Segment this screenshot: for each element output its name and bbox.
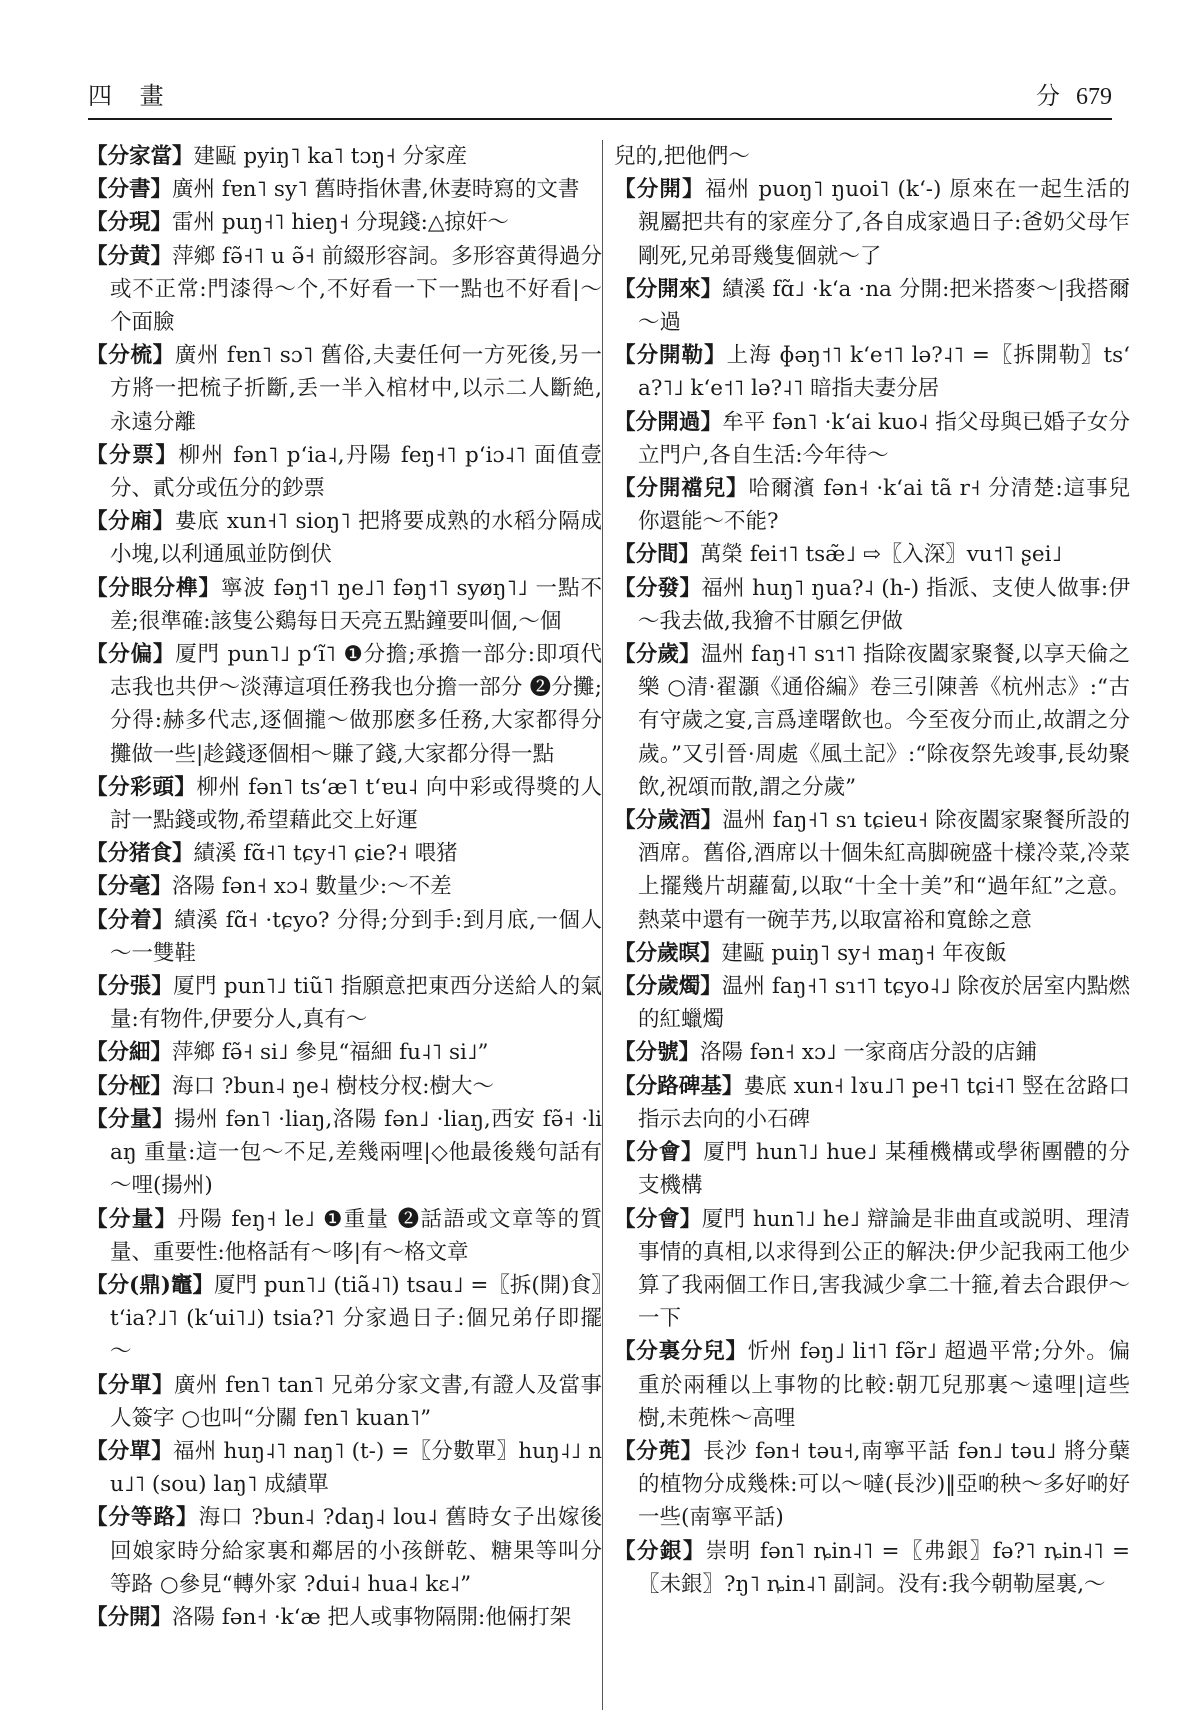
dictionary-entry [86, 1435, 602, 1501]
entry-headword: 【分單】 [86, 1438, 173, 1464]
entry-headword: 【分家當】 [86, 144, 194, 169]
entry-text: 福州 puoŋ˥ ŋuoi˥ (kʻ-) 原來在一起生活的親屬把共有的家産分了,各自成家過日子:爸奶父母乍剛死,兄弟哥幾隻個就～了 [638, 177, 1130, 269]
entry-headword: 【分廂】 [86, 509, 175, 535]
page-locator [1036, 74, 1112, 119]
entry-text: 厦門 hun˥˩ he˩ 辯論是非曲直或説明、理清事情的真相,以求得到公正的解決:伊少記我兩工他少算了我兩個工作日,害我減少拿二十箍,着去合跟伊～一下 [638, 1206, 1130, 1332]
dictionary-entry [86, 1103, 602, 1203]
entry-headword: 【分銀】 [614, 1538, 706, 1564]
entry-text: 温州 faŋ˧˥ sɿ tɕieu˧ 除夜闔家聚餐所設的酒席。舊俗,酒席以十個朱紅高脚碗盛十樣冷菜,冷菜上擺幾片胡蘿蔔,以取“十全十美”和“過年紅”之意。熱菜中還有一碗芋艿,以取富裕和寬餘之意 [638, 808, 1130, 933]
header-char: 分 [1036, 82, 1060, 110]
entry-headword: 【分量】 [86, 1106, 175, 1132]
entry-text: 洛陽 fən˧ ·kʻæ 把人或事物隔開:他倆打架 [172, 1604, 572, 1630]
entry-text: 婁底 xun˧˥ sioŋ˥ 把將要成熟的水稻分隔成小塊,以利通風並防倒伏 [110, 509, 602, 568]
dictionary-entry [614, 1070, 1130, 1136]
chapter-title: 四 畫 [88, 82, 174, 110]
entry-text: 上海 ɸəŋ˦˥ kʻe˦˥ lə?˨˥ =〖拆開勒〗tsʻa?˥˩ kʻe˦˥ lə?˨˥ 暗指夫妻分居 [638, 343, 1130, 402]
dictionary-entry [86, 572, 602, 638]
entry-text: 揚州 fən˥ ·liaŋ,洛陽 fən˩ ·liaŋ,西安 fə̃˧ ·liaŋ 重量:這一包～不足,差幾兩哩|◇他最後幾句話有～哩(揚州) [110, 1106, 602, 1199]
entry-headword: 【分黄】 [86, 243, 173, 269]
entry-text: 萬榮 fei˦˥ tsæ̃˩ ⇨〖入深〗vu˦˥ ʂei˩ [700, 542, 1063, 568]
entry-headword: 【分開來】 [614, 276, 723, 302]
entry-headword: 【分着】 [86, 907, 175, 933]
entry-text: 崇明 fən˥ ȵin˨˥ =〖弗銀〗fə?˥ ȵin˨˥ =〖未銀〗?ŋ˥ ȵin˨˥ 副詞。没有:我今朝勒屋裏,～ [638, 1538, 1130, 1597]
entry-text: 建甌 pyiŋ˥ ka˥ tɔŋ˧ 分家産 [193, 144, 468, 169]
entry-headword: 【分開】 [614, 177, 705, 203]
dictionary-entry [614, 339, 1130, 405]
entry-text: 廣州 fɐn˥ sy˥ 舊時指休書,休妻時寫的文書 [172, 177, 580, 203]
dictionary-entry [86, 1070, 602, 1103]
entry-headword: 【分現】 [86, 210, 173, 236]
page-number: 679 [1076, 84, 1112, 110]
dictionary-entry [614, 273, 1130, 339]
dictionary-entry [86, 1501, 602, 1601]
entry-text: 萍鄉 fə̃˧˥ u ə̃˧ 前綴形容詞。多形容黄得過分或不正常:門漆得～个,不好看一下一點也不好看|～个面臉 [110, 243, 602, 336]
entry-text: 萍鄉 fə̃˧ si˩ 參見“福細 fu˨˥ si˩” [172, 1040, 489, 1066]
entry-text: 兒的,把他們～ [614, 144, 750, 169]
entry-text: 長沙 fən˧ təu˧,南寧平話 fən˩ təu˩ 將分蘖的植物分成幾株:可以～噠(長沙)‖亞啲秧～多好啲好一些(南寧平話) [638, 1438, 1130, 1531]
entry-headword: 【分毫】 [86, 874, 173, 900]
entry-text: 建甌 puiŋ˥ sy˧ maŋ˧ 年夜飯 [721, 940, 1007, 966]
entry-text: 婁底 xun˧ lɤu˩˥ pe˧˥ tɕi˧˥ 竪在岔路口指示去向的小石碑 [638, 1073, 1130, 1132]
dictionary-entry [614, 1535, 1130, 1601]
entry-headword: 【分歲燭】 [614, 974, 722, 1000]
entry-text: 温州 faŋ˧˥ sɿ˦˥ 指除夜闔家聚餐,以享天倫之樂 ○清·翟灝《通俗編》卷三引陳善《杭州志》:“古有守歲之宴,言爲達曙飲也。今至夜分而止,故謂之分歲。”又引晉·周處《風土記》:“除夜祭先竣事,長幼聚飲,祝頌而散,謂之分歲” [638, 642, 1130, 800]
entry-text: 温州 faŋ˧˥ sɿ˦˥ tɕyo˨˩ 除夜於居室内點燃的紅蠟燭 [638, 974, 1130, 1033]
entry-text: 海口 ?bun˨ ŋe˨ 樹枝分杈:樹大～ [172, 1073, 495, 1099]
dictionary-entry [86, 1369, 602, 1435]
dictionary-entry [86, 970, 602, 1036]
entry-headword: 【分張】 [86, 974, 174, 1000]
entry-headword: 【分細】 [86, 1040, 173, 1066]
dictionary-entry [86, 870, 602, 903]
entry-text: 厦門 pun˥˩ tiũ˥ 指願意把東西分送給人的氣量:有物件,伊要分人,真有～ [110, 974, 602, 1033]
entry-text: 績溪 fɑ̃˩ ·kʻa ·na 分開:把米搭麥～|我搭爾～過 [638, 276, 1130, 336]
dictionary-entry [614, 1136, 1130, 1202]
dictionary-entry [614, 638, 1130, 804]
entry-text: 雷州 puŋ˧˥ hieŋ˧ 分現錢:△掠奸～ [172, 210, 509, 236]
page-header [88, 74, 1112, 120]
dictionary-entry [614, 472, 1130, 538]
entry-headword: 【分會】 [614, 1140, 704, 1166]
dictionary-entry [614, 1435, 1130, 1535]
dictionary-entry [86, 904, 602, 970]
entry-headword: 【分彩頭】 [86, 774, 197, 800]
dictionary-entry [614, 140, 1130, 173]
entry-headword: 【分歲暝】 [614, 940, 722, 966]
dictionary-entry [86, 206, 602, 239]
dictionary-entry [614, 173, 1130, 273]
entry-text: 績溪 fɑ̃˧˥ tɕy˧˥ ɕie?˧ 喂猪 [193, 841, 458, 867]
dictionary-entry [614, 1335, 1130, 1435]
entry-headword: 【分開】 [86, 1604, 173, 1630]
entry-headword: 【分開過】 [614, 409, 723, 435]
dictionary-entry [614, 970, 1130, 1036]
dictionary-entry [86, 140, 602, 173]
dictionary-entry [86, 1036, 602, 1069]
entry-headword: 【分(鼎)竈】 [86, 1272, 214, 1298]
entry-headword: 【分開勒】 [614, 343, 727, 369]
entry-text: 福州 huŋ˨˥ naŋ˥ (t-) =〖分數單〗huŋ˨˩ nu˩˥ (sou) laŋ˥ 成績單 [110, 1438, 602, 1498]
dictionary-entry [86, 439, 602, 505]
entry-text: 厦門 pun˥˩ (tiã˨˥) tsau˩ =〖拆(開)食〗tʻia?˩˥ (kʻui˥˩) tsia?˥ 分家過日子:個兄弟仔即擺～ [110, 1272, 602, 1365]
entry-text: 洛陽 fən˧ xɔ˨ 數量少:～不差 [172, 874, 452, 900]
entry-text: 海口 ?bun˨ ?daŋ˨ lou˨ 舊時女子出嫁後回娘家時分給家裏和鄰居的小孩餅乾、糖果等叫分等路 ○參見“轉外家 ?dui˨ hua˨ kɛ˨” [110, 1505, 602, 1597]
entry-text: 牟平 fən˥ ·kʻai kuo˨ 指父母與已婚子女分立門户,各自生活:今年待～ [638, 409, 1130, 468]
dictionary-entry [86, 173, 602, 206]
left-column [86, 140, 602, 1634]
entry-text: 柳州 fən˥ pʻia˨,丹陽 feŋ˧˥ pʻiɔ˨˥ 面值壹分、貳分或伍分的鈔票 [110, 442, 602, 502]
entry-headword: 【分單】 [86, 1372, 175, 1398]
right-column [614, 140, 1130, 1601]
entry-text: 廣州 fɐn˥ tan˥ 兄弟分家文書,有證人及當事人簽字 ○也叫“分關 fɐn˥ kuan˥” [110, 1372, 602, 1431]
entry-headword: 【分號】 [614, 1040, 701, 1066]
entry-headword: 【分量】 [86, 1206, 178, 1232]
dictionary-entry [614, 1203, 1130, 1336]
entry-headword: 【分開襠兒】 [614, 476, 749, 502]
dictionary-entry [614, 538, 1130, 571]
entry-text: 柳州 fən˥ tsʻæ˥ tʻɐu˨ 向中彩或得獎的人討一點錢或物,希望藉此交上好運 [110, 774, 602, 834]
dictionary-entry [86, 1601, 602, 1634]
dictionary-entry [86, 771, 602, 837]
dictionary-entry [86, 505, 602, 571]
entry-text: 寧波 fəŋ˦˥ ŋe˩˥ fəŋ˦˥ syøŋ˥˩ 一點不差;很準確:該隻公鷄每日天亮五點鐘要叫個,～個 [110, 575, 602, 634]
entry-text: 廣州 fɐn˥ sɔ˥ 舊俗,夫妻任何一方死後,另一方將一把梳子折斷,丢一半入棺材中,以示二人斷絶,永遠分離 [110, 343, 602, 435]
dictionary-entry [614, 406, 1130, 472]
entry-headword: 【分梳】 [86, 343, 175, 369]
dictionary-entry [86, 1269, 602, 1369]
entry-text: 丹陽 feŋ˧ le˩ ❶重量 ❷話語或文章等的質量、重要性:他格話有～哆|有～格文章 [110, 1206, 602, 1265]
entry-text: 洛陽 fən˧ xɔ˩ 一家商店分設的店鋪 [700, 1040, 1037, 1066]
entry-text: 福州 huŋ˥ ŋua?˨ (h-) 指派、支使人做事:伊～我去做,我獪不甘願乞伊做 [638, 575, 1130, 634]
dictionary-entry [86, 1203, 602, 1269]
dictionary-entry [614, 804, 1130, 937]
entry-headword: 【分書】 [86, 177, 173, 203]
entry-headword: 【分等路】 [86, 1505, 199, 1531]
entry-headword: 【分票】 [86, 442, 179, 468]
dictionary-entry [614, 572, 1130, 638]
entry-headword: 【分蔸】 [614, 1438, 704, 1464]
entry-headword: 【分發】 [614, 575, 702, 601]
entry-headword: 【分歲酒】 [614, 808, 723, 834]
dictionary-entry [614, 1036, 1130, 1069]
entry-text: 忻州 fəŋ˩ li˦˥ fə̃r˩ 超過平常;分外。偏重於兩種以上事物的比較:朝兀兒那裏～遠哩|這些樹,未蔸株～高哩 [638, 1339, 1130, 1431]
entry-headword: 【分路碑基】 [614, 1073, 744, 1099]
entry-headword: 【分桠】 [86, 1073, 173, 1099]
dictionary-entry [86, 638, 602, 771]
entry-headword: 【分間】 [614, 542, 701, 568]
entry-headword: 【分會】 [614, 1206, 702, 1232]
entry-headword: 【分歲】 [614, 642, 701, 668]
dictionary-entry [86, 837, 602, 870]
entry-headword: 【分裏分兒】 [614, 1339, 748, 1365]
dictionary-entry [86, 240, 602, 340]
entry-headword: 【分猪食】 [86, 841, 194, 867]
entry-text: 績溪 fɑ̃˧ ·tɕyo? 分得;分到手:到月底,一個人～一雙鞋 [110, 907, 602, 966]
entry-headword: 【分眼分榫】 [86, 575, 221, 601]
column-divider [602, 140, 603, 1710]
entry-text: 厦門 hun˥˩ hue˩ 某種機構或學術團體的分支機構 [638, 1140, 1130, 1199]
entry-headword: 【分偏】 [86, 642, 176, 668]
dictionary-entry [86, 339, 602, 439]
dictionary-entry [614, 937, 1130, 970]
entry-text: 厦門 pun˥˩ pʻĩ˥ ❶分擔;承擔一部分:即項代志我也共伊～淡薄這項任務我也分擔一部分 ❷分攤;分得:赫多代志,逐個攏～做那麽多任務,大家都得分攤做一些|趁錢逐個相～賺了錢,大家都分得一點 [110, 642, 602, 767]
entry-text: 哈爾濱 fən˧ ·kʻai tã r˧ 分清楚:這事兒你還能～不能? [638, 476, 1130, 535]
